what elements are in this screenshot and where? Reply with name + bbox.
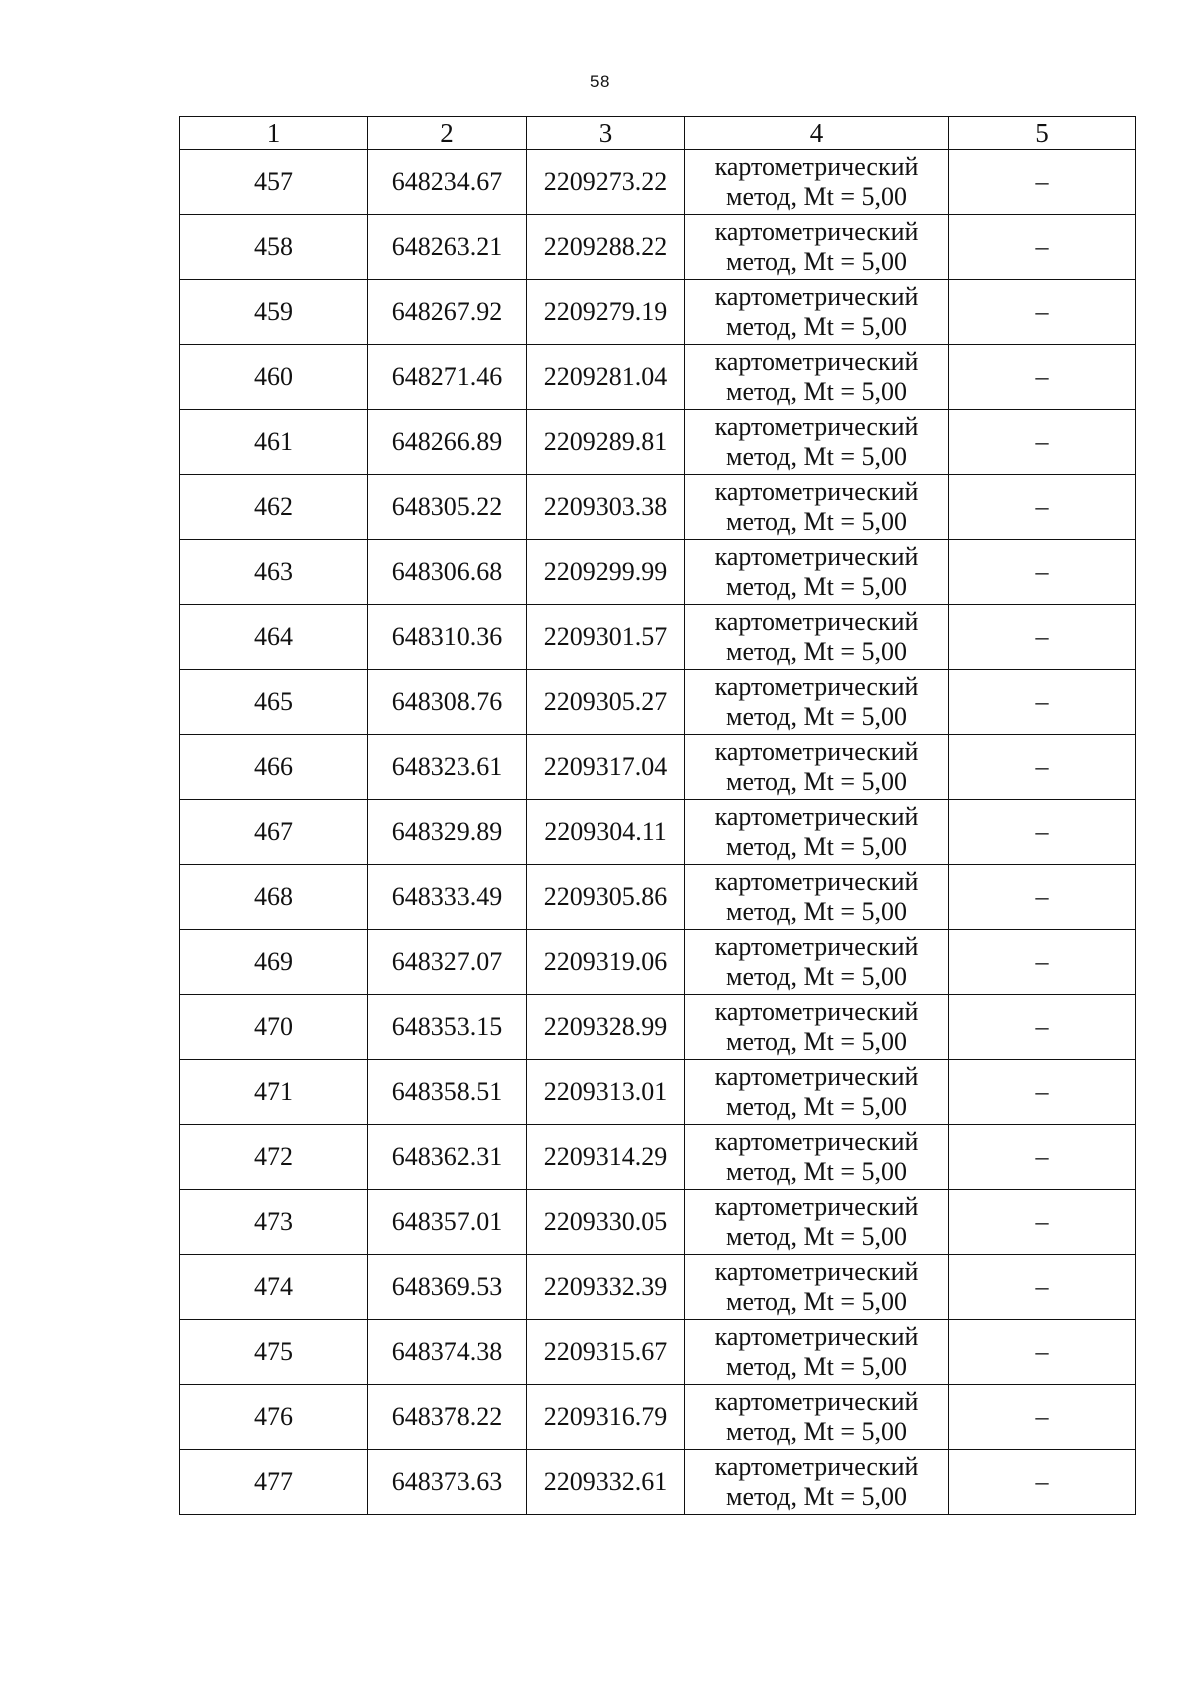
method-line-1: картометрический <box>714 542 919 571</box>
method-cell <box>685 1385 949 1450</box>
method-cell <box>685 1450 949 1515</box>
point-number-cell: 463 <box>180 540 368 605</box>
method-line-2: метод, Mt = 5,00 <box>726 442 907 471</box>
note-cell: – <box>949 1190 1136 1255</box>
x-coordinate-cell: 648327.07 <box>368 930 527 995</box>
point-number-cell: 465 <box>180 670 368 735</box>
note-cell: – <box>949 1385 1136 1450</box>
table-row <box>180 1190 1136 1255</box>
note-cell: – <box>949 150 1136 215</box>
method-line-1: картометрический <box>714 1257 919 1286</box>
method-cell <box>685 1190 949 1255</box>
method-cell <box>685 345 949 410</box>
method-cell <box>685 410 949 475</box>
note-cell: – <box>949 540 1136 605</box>
y-coordinate-cell: 2209279.19 <box>527 280 685 345</box>
y-coordinate-cell: 2209301.57 <box>527 605 685 670</box>
point-number-cell: 477 <box>180 1450 368 1515</box>
y-coordinate-cell: 2209315.67 <box>527 1320 685 1385</box>
method-line-2: метод, Mt = 5,00 <box>726 897 907 926</box>
method-line-1: картометрический <box>714 607 919 636</box>
x-coordinate-cell: 648234.67 <box>368 150 527 215</box>
method-cell <box>685 605 949 670</box>
method-line-2: метод, Mt = 5,00 <box>726 962 907 991</box>
note-cell: – <box>949 865 1136 930</box>
point-number-cell: 468 <box>180 865 368 930</box>
method-line-1: картометрический <box>714 1127 919 1156</box>
column-header-1: 1 <box>180 117 368 150</box>
x-coordinate-cell: 648308.76 <box>368 670 527 735</box>
x-coordinate-cell: 648369.53 <box>368 1255 527 1320</box>
method-line-1: картометрический <box>714 1387 919 1416</box>
table-row <box>180 1385 1136 1450</box>
method-cell <box>685 670 949 735</box>
x-coordinate-cell: 648378.22 <box>368 1385 527 1450</box>
method-line-2: метод, Mt = 5,00 <box>726 1157 907 1186</box>
y-coordinate-cell: 2209313.01 <box>527 1060 685 1125</box>
method-line-2: метод, Mt = 5,00 <box>726 1482 907 1511</box>
note-cell: – <box>949 800 1136 865</box>
x-coordinate-cell: 648310.36 <box>368 605 527 670</box>
point-number-cell: 459 <box>180 280 368 345</box>
page-number: 58 <box>590 72 610 91</box>
y-coordinate-cell: 2209332.61 <box>527 1450 685 1515</box>
table-row <box>180 1060 1136 1125</box>
method-line-2: метод, Mt = 5,00 <box>726 767 907 796</box>
method-line-1: картометрический <box>714 1062 919 1091</box>
method-line-1: картометрический <box>714 477 919 506</box>
method-line-2: метод, Mt = 5,00 <box>726 1352 907 1381</box>
table-row <box>180 865 1136 930</box>
y-coordinate-cell: 2209288.22 <box>527 215 685 280</box>
x-coordinate-cell: 648305.22 <box>368 475 527 540</box>
method-cell <box>685 735 949 800</box>
note-cell: – <box>949 1320 1136 1385</box>
note-cell: – <box>949 345 1136 410</box>
point-number-cell: 460 <box>180 345 368 410</box>
method-cell <box>685 540 949 605</box>
method-line-2: метод, Mt = 5,00 <box>726 637 907 666</box>
method-line-2: метод, Mt = 5,00 <box>726 1417 907 1446</box>
note-cell: – <box>949 1450 1136 1515</box>
note-cell: – <box>949 475 1136 540</box>
x-coordinate-cell: 648374.38 <box>368 1320 527 1385</box>
note-cell: – <box>949 605 1136 670</box>
y-coordinate-cell: 2209319.06 <box>527 930 685 995</box>
method-line-1: картометрический <box>714 217 919 246</box>
method-line-2: метод, Mt = 5,00 <box>726 182 907 211</box>
point-number-cell: 467 <box>180 800 368 865</box>
x-coordinate-cell: 648323.61 <box>368 735 527 800</box>
y-coordinate-cell: 2209281.04 <box>527 345 685 410</box>
method-line-2: метод, Mt = 5,00 <box>726 247 907 276</box>
method-line-1: картометрический <box>714 282 919 311</box>
method-line-2: метод, Mt = 5,00 <box>726 507 907 536</box>
point-number-cell: 473 <box>180 1190 368 1255</box>
note-cell: – <box>949 735 1136 800</box>
y-coordinate-cell: 2209317.04 <box>527 735 685 800</box>
y-coordinate-cell: 2209299.99 <box>527 540 685 605</box>
coordinates-table <box>179 116 1136 1515</box>
x-coordinate-cell: 648329.89 <box>368 800 527 865</box>
point-number-cell: 474 <box>180 1255 368 1320</box>
method-cell <box>685 1060 949 1125</box>
table-row <box>180 1125 1136 1190</box>
x-coordinate-cell: 648263.21 <box>368 215 527 280</box>
method-cell <box>685 215 949 280</box>
note-cell: – <box>949 410 1136 475</box>
y-coordinate-cell: 2209273.22 <box>527 150 685 215</box>
x-coordinate-cell: 648306.68 <box>368 540 527 605</box>
method-cell <box>685 280 949 345</box>
table-body <box>180 150 1136 1515</box>
table-row <box>180 930 1136 995</box>
method-line-2: метод, Mt = 5,00 <box>726 832 907 861</box>
column-header-5: 5 <box>949 117 1136 150</box>
method-cell <box>685 1125 949 1190</box>
y-coordinate-cell: 2209303.38 <box>527 475 685 540</box>
table-row <box>180 410 1136 475</box>
method-cell <box>685 800 949 865</box>
table-row <box>180 670 1136 735</box>
method-line-1: картометрический <box>714 347 919 376</box>
x-coordinate-cell: 648358.51 <box>368 1060 527 1125</box>
table-row <box>180 800 1136 865</box>
y-coordinate-cell: 2209328.99 <box>527 995 685 1060</box>
note-cell: – <box>949 215 1136 280</box>
table-row <box>180 605 1136 670</box>
table-row <box>180 735 1136 800</box>
table-row <box>180 995 1136 1060</box>
method-cell <box>685 1320 949 1385</box>
method-line-2: метод, Mt = 5,00 <box>726 1027 907 1056</box>
note-cell: – <box>949 1255 1136 1320</box>
method-line-1: картометрический <box>714 412 919 441</box>
method-line-1: картометрический <box>714 672 919 701</box>
note-cell: – <box>949 930 1136 995</box>
method-line-1: картометрический <box>714 152 919 181</box>
note-cell: – <box>949 1125 1136 1190</box>
table-row <box>180 280 1136 345</box>
point-number-cell: 469 <box>180 930 368 995</box>
y-coordinate-cell: 2209304.11 <box>527 800 685 865</box>
note-cell: – <box>949 280 1136 345</box>
x-coordinate-cell: 648357.01 <box>368 1190 527 1255</box>
point-number-cell: 470 <box>180 995 368 1060</box>
table-row <box>180 540 1136 605</box>
table-row <box>180 1255 1136 1320</box>
y-coordinate-cell: 2209289.81 <box>527 410 685 475</box>
y-coordinate-cell: 2209316.79 <box>527 1385 685 1450</box>
x-coordinate-cell: 648373.63 <box>368 1450 527 1515</box>
point-number-cell: 475 <box>180 1320 368 1385</box>
point-number-cell: 466 <box>180 735 368 800</box>
method-cell <box>685 865 949 930</box>
table-row <box>180 1450 1136 1515</box>
method-cell <box>685 475 949 540</box>
point-number-cell: 476 <box>180 1385 368 1450</box>
y-coordinate-cell: 2209305.86 <box>527 865 685 930</box>
x-coordinate-cell: 648353.15 <box>368 995 527 1060</box>
note-cell: – <box>949 670 1136 735</box>
table-row <box>180 1320 1136 1385</box>
method-line-1: картометрический <box>714 1192 919 1221</box>
method-line-2: метод, Mt = 5,00 <box>726 1222 907 1251</box>
method-cell <box>685 995 949 1060</box>
x-coordinate-cell: 648267.92 <box>368 280 527 345</box>
method-cell <box>685 1255 949 1320</box>
method-line-2: метод, Mt = 5,00 <box>726 702 907 731</box>
method-line-1: картометрический <box>714 932 919 961</box>
table-row <box>180 475 1136 540</box>
method-line-2: метод, Mt = 5,00 <box>726 1092 907 1121</box>
method-line-1: картометрический <box>714 802 919 831</box>
x-coordinate-cell: 648333.49 <box>368 865 527 930</box>
method-line-2: метод, Mt = 5,00 <box>726 1287 907 1316</box>
method-line-2: метод, Mt = 5,00 <box>726 572 907 601</box>
note-cell: – <box>949 995 1136 1060</box>
method-line-1: картометрический <box>714 1452 919 1481</box>
table-row <box>180 215 1136 280</box>
method-line-1: картометрический <box>714 737 919 766</box>
table-header-row <box>180 117 1136 150</box>
x-coordinate-cell: 648266.89 <box>368 410 527 475</box>
method-line-1: картометрический <box>714 1322 919 1351</box>
method-line-2: метод, Mt = 5,00 <box>726 312 907 341</box>
point-number-cell: 457 <box>180 150 368 215</box>
column-header-4: 4 <box>685 117 949 150</box>
point-number-cell: 458 <box>180 215 368 280</box>
table-row <box>180 150 1136 215</box>
y-coordinate-cell: 2209332.39 <box>527 1255 685 1320</box>
point-number-cell: 462 <box>180 475 368 540</box>
point-number-cell: 472 <box>180 1125 368 1190</box>
method-line-2: метод, Mt = 5,00 <box>726 377 907 406</box>
table-row <box>180 345 1136 410</box>
column-header-3: 3 <box>527 117 685 150</box>
point-number-cell: 471 <box>180 1060 368 1125</box>
y-coordinate-cell: 2209305.27 <box>527 670 685 735</box>
point-number-cell: 461 <box>180 410 368 475</box>
point-number-cell: 464 <box>180 605 368 670</box>
column-header-2: 2 <box>368 117 527 150</box>
y-coordinate-cell: 2209330.05 <box>527 1190 685 1255</box>
x-coordinate-cell: 648362.31 <box>368 1125 527 1190</box>
method-cell <box>685 930 949 995</box>
x-coordinate-cell: 648271.46 <box>368 345 527 410</box>
method-line-1: картометрический <box>714 997 919 1026</box>
method-cell <box>685 150 949 215</box>
method-line-1: картометрический <box>714 867 919 896</box>
y-coordinate-cell: 2209314.29 <box>527 1125 685 1190</box>
note-cell: – <box>949 1060 1136 1125</box>
